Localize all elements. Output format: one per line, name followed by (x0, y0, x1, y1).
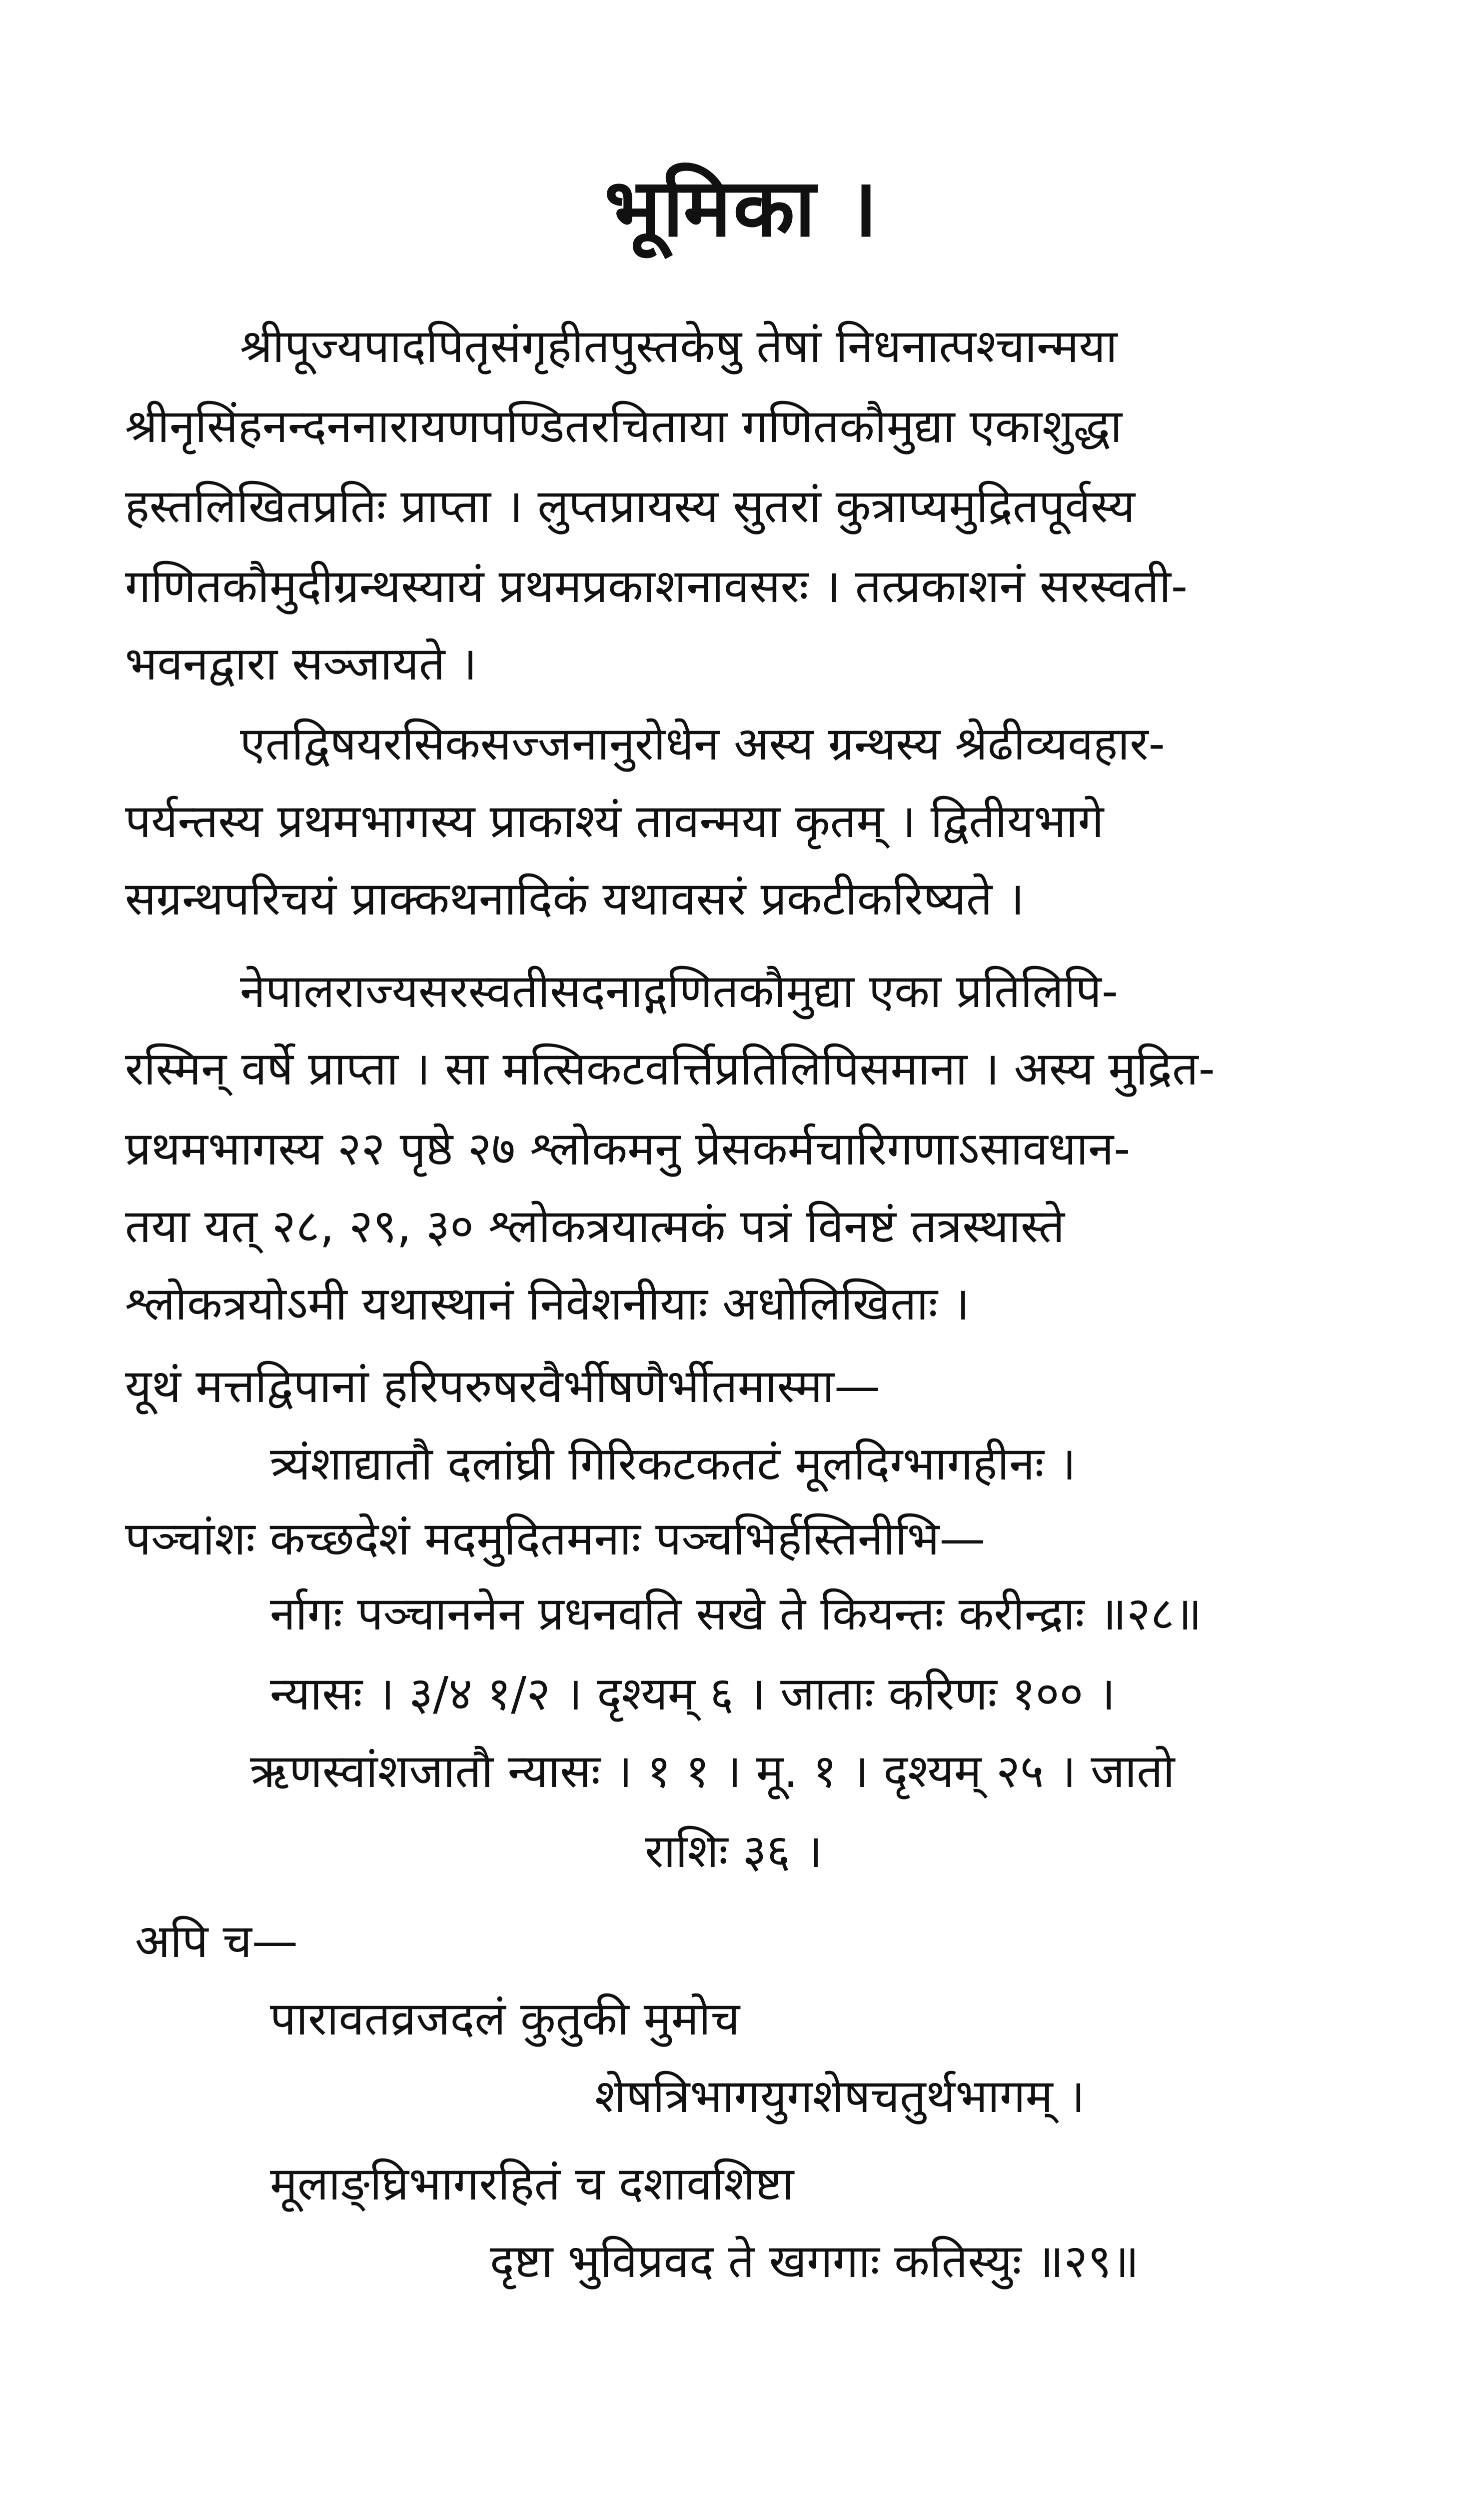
paragraph-1-line-5: भवनद्वारा सञ्जायते । (125, 637, 477, 690)
paragraph-2-line-2: पर्यन्तस्य प्रथमभागस्य प्राकाश्यं तावन्मया कृतम् । द्वितीयभागे (125, 794, 1104, 848)
paragraph-3-line-5: श्लोकत्रयोऽमी यथास्थानं निवेशनीयाः अधोलिखिताः । (125, 1277, 970, 1330)
page-title: भूमिका । (604, 161, 880, 254)
paragraph-1-line-4: गणितकौमुदीग्रन्थस्यायं प्रथमप्रकाशनावसरः । तत्प्रकाशनं सरस्वती- (125, 560, 1188, 613)
paragraph-2-line-3: सग्रन्थपरिचयं प्राक्कथनादिकं यथावसरं प्रकटीकरिष्यते । (125, 872, 1025, 926)
verse-29-line-1: पारावतव्रजदलं कुतुकी मुमोच (270, 1992, 740, 2046)
verse-29-line-3: मूलाङ्घ्रिभागरहितं च दशावशिष्टा (270, 2157, 794, 2210)
paragraph-1-line-1: श्रीपूज्यपादपितृसंगृहीतपुस्तकेषु तेषां निधनात्पश्चान्मया (240, 320, 1118, 373)
verse-28-line-2: त्र्यंशाद्यातौ दलांघ्री गिरिकटकतटं मूलदिग्भागहीनः । (270, 1437, 1076, 1490)
paragraph-2-line-1: एतद्विषयरसिकसज्जनानुरोधेन अस्य ग्रन्थस्य श्रेढीव्यवहार- (240, 717, 1165, 770)
paragraph-1-line-3: हस्तलिखितप्रतिः प्राप्ता । लुप्तप्रायस्य सुतरां कुत्राप्यमुद्रितपूर्वस्य (125, 480, 1135, 533)
rna-svamsha-note-line-2: राशिः ३६ । (645, 1824, 823, 1878)
verse-28-line-1: यूथं मत्तद्विपानां हरिपरुषरवैर्भीषणैर्भीतमास्मा— (125, 1360, 881, 1413)
api-cha-heading: अपि च— (135, 1914, 298, 1968)
paragraph-3-line-1: नेपालराज्यसरस्वतीसदनाद्गणितकौमुद्या एका प्रतिलिपि- (240, 964, 1118, 1018)
verse-28-line-3: पञ्चांशः कच्छदेशं मदमुदितमनाः पञ्चभिर्हस्तिनीभि— (125, 1512, 986, 1566)
verse-29-line-2: शेषत्रिभागयुगशेषचतुर्थभागम् । (595, 2070, 1085, 2123)
nyasa-note: न्यासः । ३/४ १/२ । दृश्यम् ६ । जाताः करिणः १०० । (270, 1667, 1116, 1720)
paragraph-3-line-3: प्रथमभागस्य २२ पृष्ठे २७ श्लोकमनु प्रेसकर्मचारिगणाऽसावधान- (125, 1122, 1131, 1176)
verse-28-line-4: र्नागः पञ्चाननेन प्रधनवति सखे ते कियन्तः करीन्द्राः ॥२८॥ (270, 1587, 1202, 1640)
paragraph-1-line-2: श्रीनृसिंहनन्दननारायणपण्डितरचिताया गणितकौमुद्या एकाशुद्धा (125, 400, 1122, 453)
verse-29-line-4: दृष्टा भुविप्रवद ते खगगाः कतिस्युः ॥२९॥ (490, 2234, 1139, 2288)
paragraph-3-line-2: रस्मिन् वर्षे प्राप्ता । सा मत्सिकटवर्त्तिप्रतिलिपिसमाना । अस्य मुद्रित- (125, 1042, 1215, 1096)
paragraph-3-line-4: तया यत् २८, २९, ३० श्लोकत्रयात्मकं पत्रं विनष्टं तत्रस्थास्ते (125, 1200, 1065, 1253)
rna-svamsha-note-line-1: ऋणस्वांशजातौ न्यासः । १ १ । मू. १ । दृश्यम् २५ । जातो (250, 1744, 1175, 1798)
